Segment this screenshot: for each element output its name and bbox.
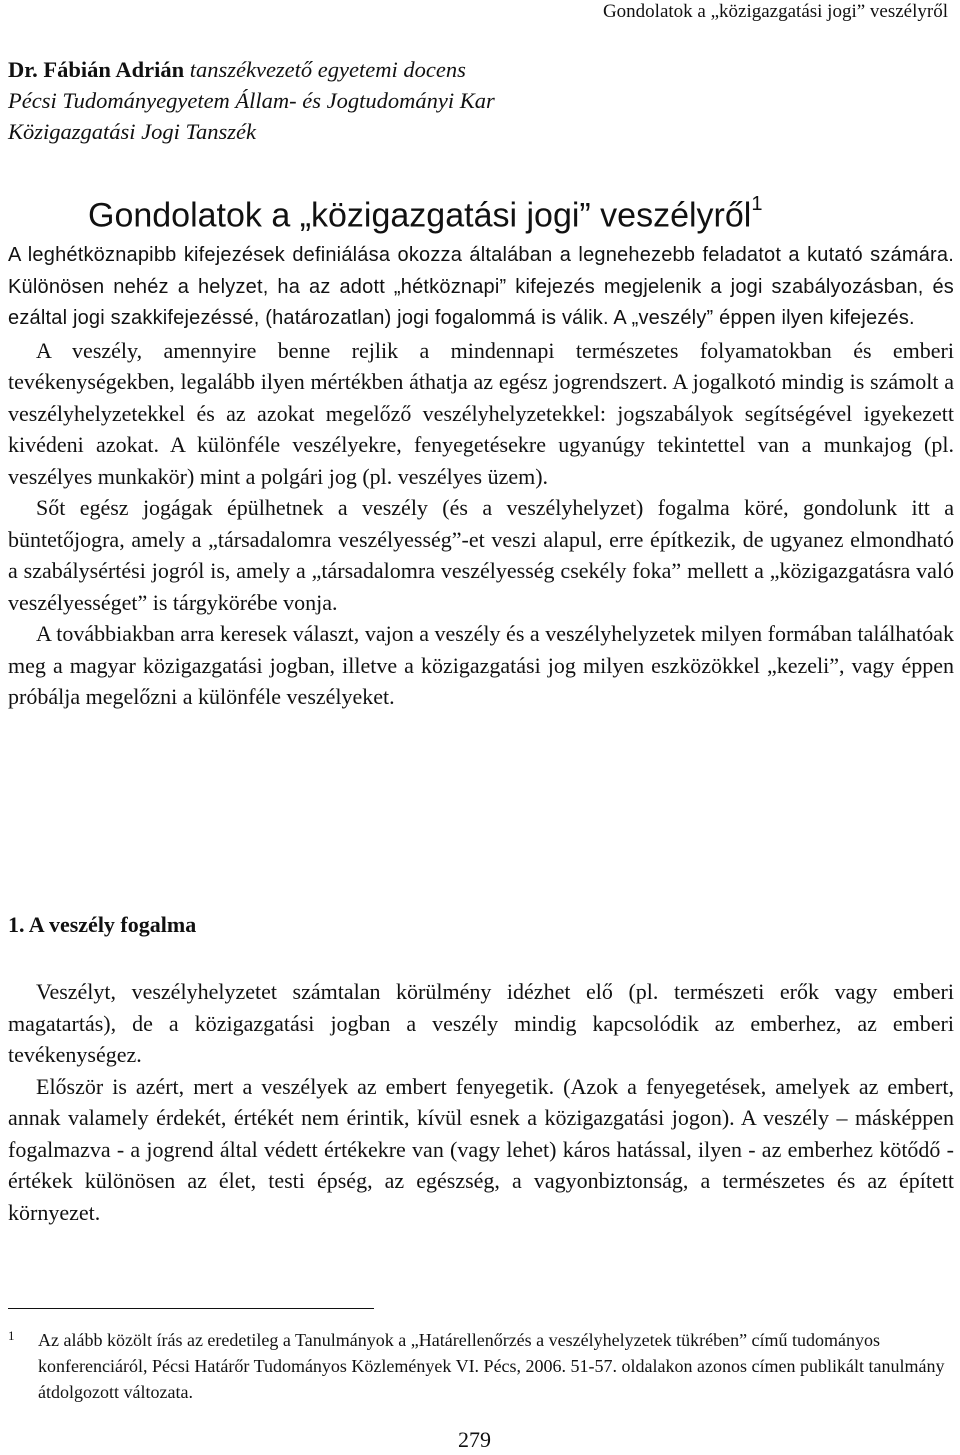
intro-paragraph-3: Sőt egész jogágak épülhetnek a veszély (és a veszélyhelyzet) fogalma köré, gondolunk itt a büntetőjogra, amely a „társadalomra veszélyesség”-et veszi alapul, erre építkezik, de ugyanez elmondható a szabálysértési jogról is, amely a „társadalomra veszélyesség csekély foka” mellett a „közigazgatásra való veszélyességet” is tárgykörébe vonja. — [8, 495, 954, 615]
running-head: Gondolatok a „közigazgatási jogi” veszélyről — [602, 1, 948, 22]
author-position: tanszékvezető egyetemi docens — [184, 57, 466, 82]
intro-paragraph-4: A továbbiakban arra keresek választ, vajon a veszély és a veszélyhelyzetek milyen formában találhatóak meg a magyar közigazgatási jogban, illetve a közigazgatási jog milyen eszközökkel „kezeli”, vagy éppen próbálja megelőzni a különféle veszélyeket. — [8, 621, 954, 709]
document-page — [8, 0, 954, 1455]
page-title — [88, 186, 762, 237]
author-institution: Pécsi Tudományegyetem Állam- és Jogtudományi Kar — [8, 88, 495, 113]
intro-section — [8, 240, 954, 713]
author-block — [8, 54, 495, 147]
author-name: Dr. Fábián Adrián — [8, 57, 185, 82]
section-1-body — [8, 976, 954, 1228]
intro-lead-paragraph: A leghétköznapibb kifejezések definiálása okozza általában a legnehezebb feladatot a kutató számára. Különösen nehéz a helyzet, ha az adott „hétköznapi” kifejezés megjelenik a jogi szabályozásban, és ezáltal jogi szakkifejezéssé, (határozatlan) jogi fogalommá is válik. A „veszély” éppen ilyen kifejezés. — [8, 244, 954, 329]
footnote — [8, 1327, 954, 1405]
footnote-divider — [8, 1308, 374, 1309]
title-text: Gondolatok a „közigazgatási jogi” veszélyről — [88, 196, 752, 235]
footnote-number: 1 — [8, 1328, 15, 1343]
section-1-paragraph-1: Veszélyt, veszélyhelyzetet számtalan körülmény idézhet elő (pl. természeti erők vagy emberi magatartás), de a közigazgatási jogban a veszély mindig kapcsolódik az emberhez, az emberi tevékenységez. — [8, 979, 954, 1067]
footnote-text: Az alább közölt írás az eredetileg a Tanulmányok a „Határellenőrzés a veszélyhelyzetek tükrében” című tudományos konferenciáról, Pécsi Határőr Tudományos Közlemények VI. Pécs, 2006. 51-57. oldalakon azonos címen publikált tanulmány átdolgozott változata. — [38, 1330, 945, 1402]
author-department: Közigazgatási Jogi Tanszék — [8, 119, 256, 144]
section-1-paragraph-2: Először is azért, mert a veszélyek az embert fenyegetik. (Azok a fenyegetések, amelyek az embert, annak valamely érdekét, értékét nem érintik, kívül esnek a közigazgatási jogon). A veszély – másképpen fogalmazva - a jogrend által védett értékekre van (vagy lehet) káros hatással, ilyen - az emberhez kötődő - értékek különösen az élet, testi épség, az egészség, a vagyonbiztonság, a természetes és az épített környezet. — [8, 1073, 954, 1225]
page-number: 279 — [458, 1427, 491, 1452]
intro-paragraph-2: A veszély, amennyire benne rejlik a mindennapi természetes folyamatokban és emberi tevékenységekben, legalább ilyen mértékben áthatja az egész jogrendszert. A jogalkotó mindig is számolt a veszélyhelyzetekkel és az azokat megelőző veszélyhelyzetekkel: jogszabályok segítségével igyekezett kivédeni azokat. A különféle veszélyekre, fenyegetésekre ugyanúgy tekintettel van a munkajog (pl. veszélyes munkakör) mint a polgári jog (pl. veszélyes üzem). — [8, 337, 954, 489]
section-heading: 1. A veszély fogalma — [8, 912, 197, 937]
footnote-reference[interactable]: 1 — [751, 193, 763, 215]
author-line — [8, 54, 495, 85]
